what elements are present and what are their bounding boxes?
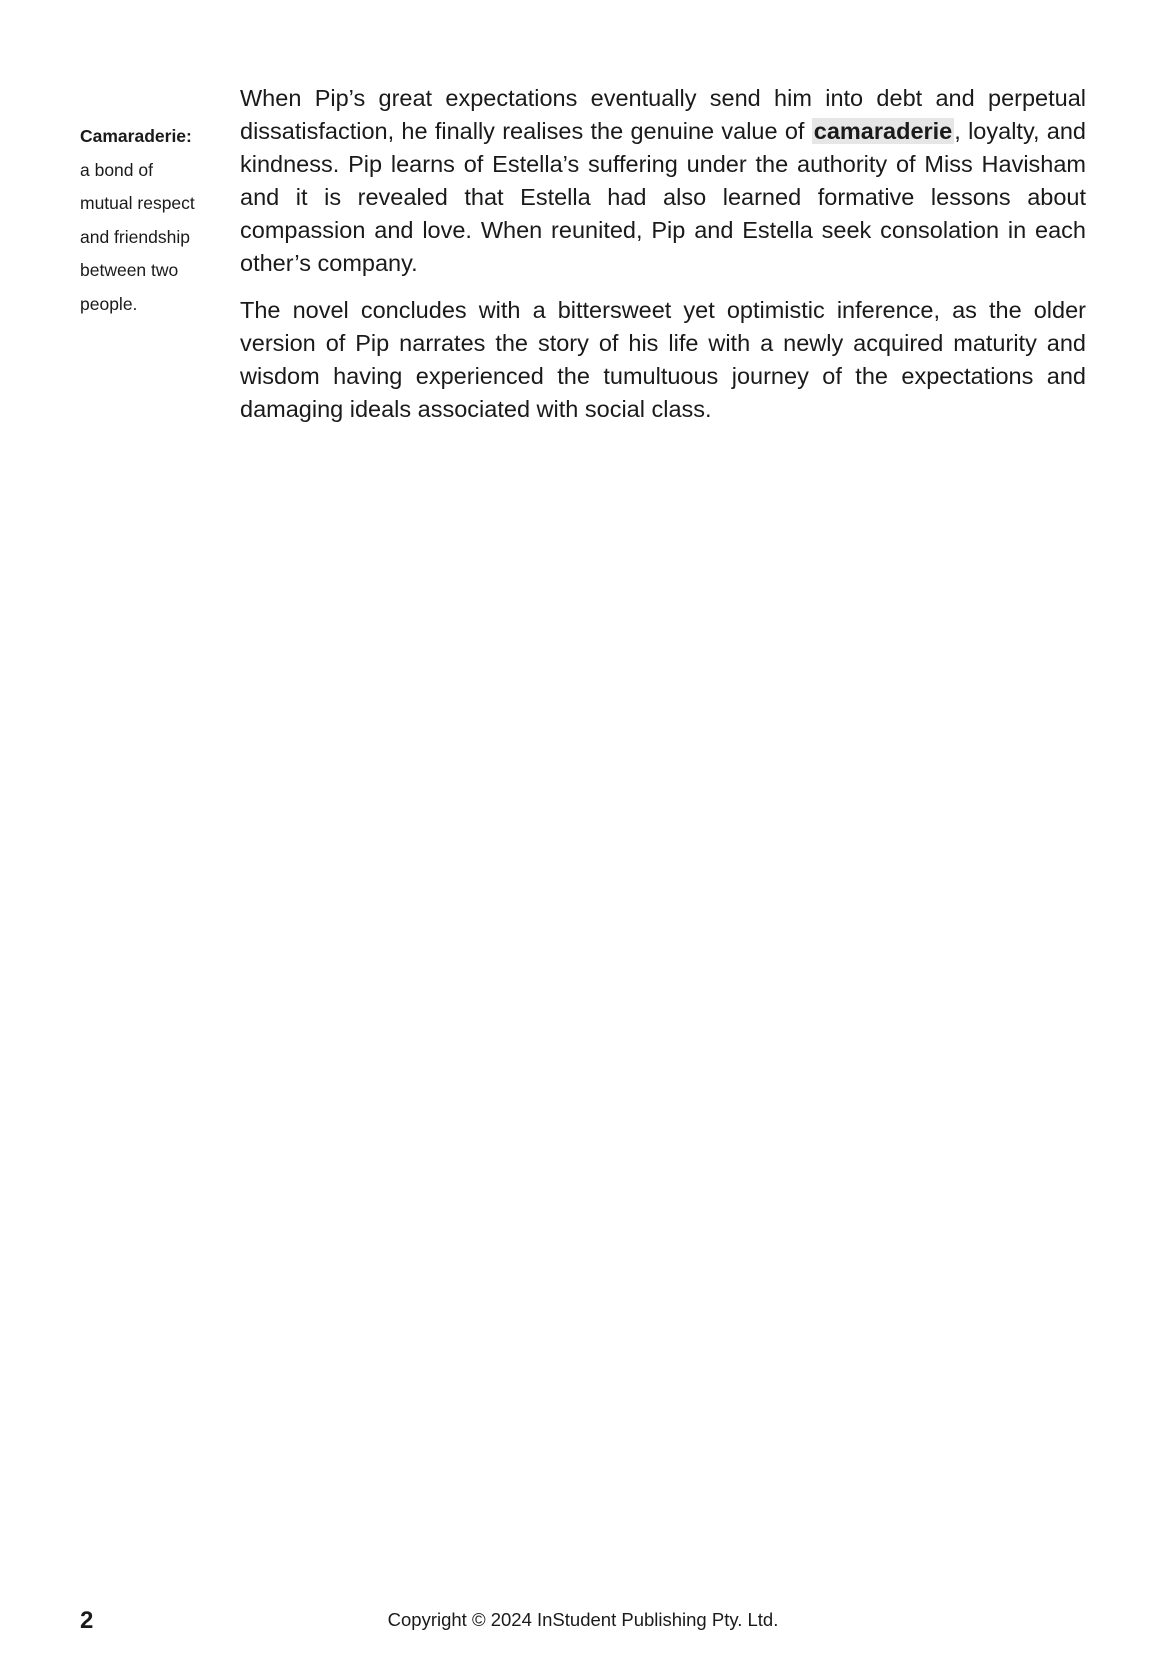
paragraph-1-start: When Pip’s great expectations eventually send him into debt and perpetual dissatisfaction, he finally realises the genuine value of [240,85,1086,144]
highlighted-term: camaraderie [813,118,953,144]
glossary-definition-line: people. [80,293,138,314]
paragraph-1 [240,82,1086,280]
glossary-definition-line: a bond of [80,159,153,180]
copyright-text: Copyright © 2024 InStudent Publishing Pty. Ltd. [387,1609,779,1630]
glossary-definition-line: between two [80,260,179,280]
paragraph-2: The novel concludes with a bittersweet yet optimistic inference, as the older version of Pip narrates the story of his life with a newly acquired maturity and wisdom having experienced the tumultuous journey of the expectations and damaging ideals associated with social class. [240,297,1086,422]
copyright-footer [0,1609,1166,1631]
glossary-sidenote [80,120,220,321]
paragraph-1-end: , loyalty, and kindness. Pip learns of Estella’s suffering under the authority of Miss Havisham and it is revealed that Estella had also learned formative lessons about compassion and love. When reunited, Pip and Estella seek consolation in each other’s company. [240,118,1086,276]
glossary-term: Camaraderie: [80,126,192,146]
glossary-definition-line: and friendship [80,226,190,247]
page-number: 2 [80,1607,94,1634]
body-text [240,82,1086,440]
glossary-definition-line: mutual respect [80,193,195,213]
